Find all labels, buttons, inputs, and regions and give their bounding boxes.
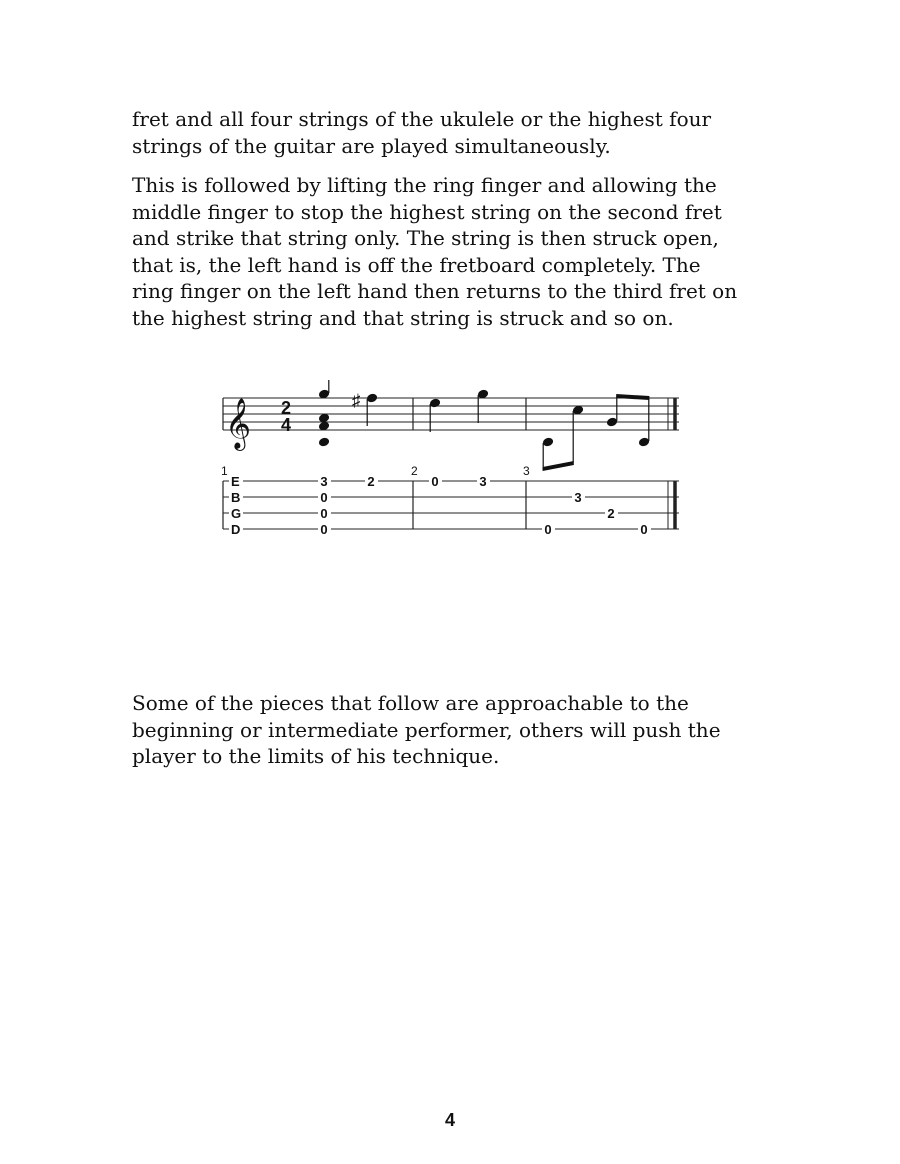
beam-1 xyxy=(543,461,574,471)
chord-notes xyxy=(318,388,331,447)
tab-string-d: D xyxy=(231,522,241,537)
tab-m3-b: 3 xyxy=(574,490,582,505)
tab-m2-e-second: 3 xyxy=(479,474,487,489)
tab-barlines xyxy=(223,481,675,529)
paragraph-1: fret and all four strings of the ukulele or the highest four strings of the guitar are played simultaneously. xyxy=(132,107,712,158)
tab-m3-g: 2 xyxy=(607,506,615,521)
tab-string-b: B xyxy=(231,490,241,505)
paragraph-2: This is followed by lifting the ring finger and allowing the middle finger to stop the highest string on the second fret and strike that string only. The string is then struck open, that is, the left hand is off the fretboard completely. The ring finger on the left hand then returns to the third fret on the highest string and that string is struck and so on. xyxy=(132,173,738,330)
time-signature-top: 2 xyxy=(281,398,292,418)
tab-chord-g: 0 xyxy=(320,506,328,521)
tab-m3-d-first: 0 xyxy=(544,522,552,537)
tab-chord-b: 0 xyxy=(320,490,328,505)
tab-lines xyxy=(223,481,679,529)
measure-number-3: 3 xyxy=(523,464,530,478)
tab-m1-e-second: 2 xyxy=(367,474,375,489)
time-signature-bottom: 4 xyxy=(281,415,292,435)
music-notation-figure xyxy=(215,380,685,540)
tab-m3-d-second: 0 xyxy=(640,522,648,537)
treble-clef: 𝄞 xyxy=(225,399,252,448)
measure-number-1: 1 xyxy=(221,464,228,478)
measure-number-2: 2 xyxy=(411,464,418,478)
tab-chord-e: 3 xyxy=(320,474,328,489)
page-number: 4 xyxy=(444,1110,455,1130)
tab-string-e: E xyxy=(231,474,240,489)
paragraph-3: Some of the pieces that follow are approachable to the beginning or intermediate performer, others will push the player to the limits of his technique. xyxy=(132,691,721,768)
tab-chord-d: 0 xyxy=(320,522,328,537)
tab-string-g: G xyxy=(231,506,242,521)
beam-2 xyxy=(616,394,649,400)
sharp-sign: ♯ xyxy=(352,391,361,410)
tab-m2-e-first: 0 xyxy=(431,474,439,489)
